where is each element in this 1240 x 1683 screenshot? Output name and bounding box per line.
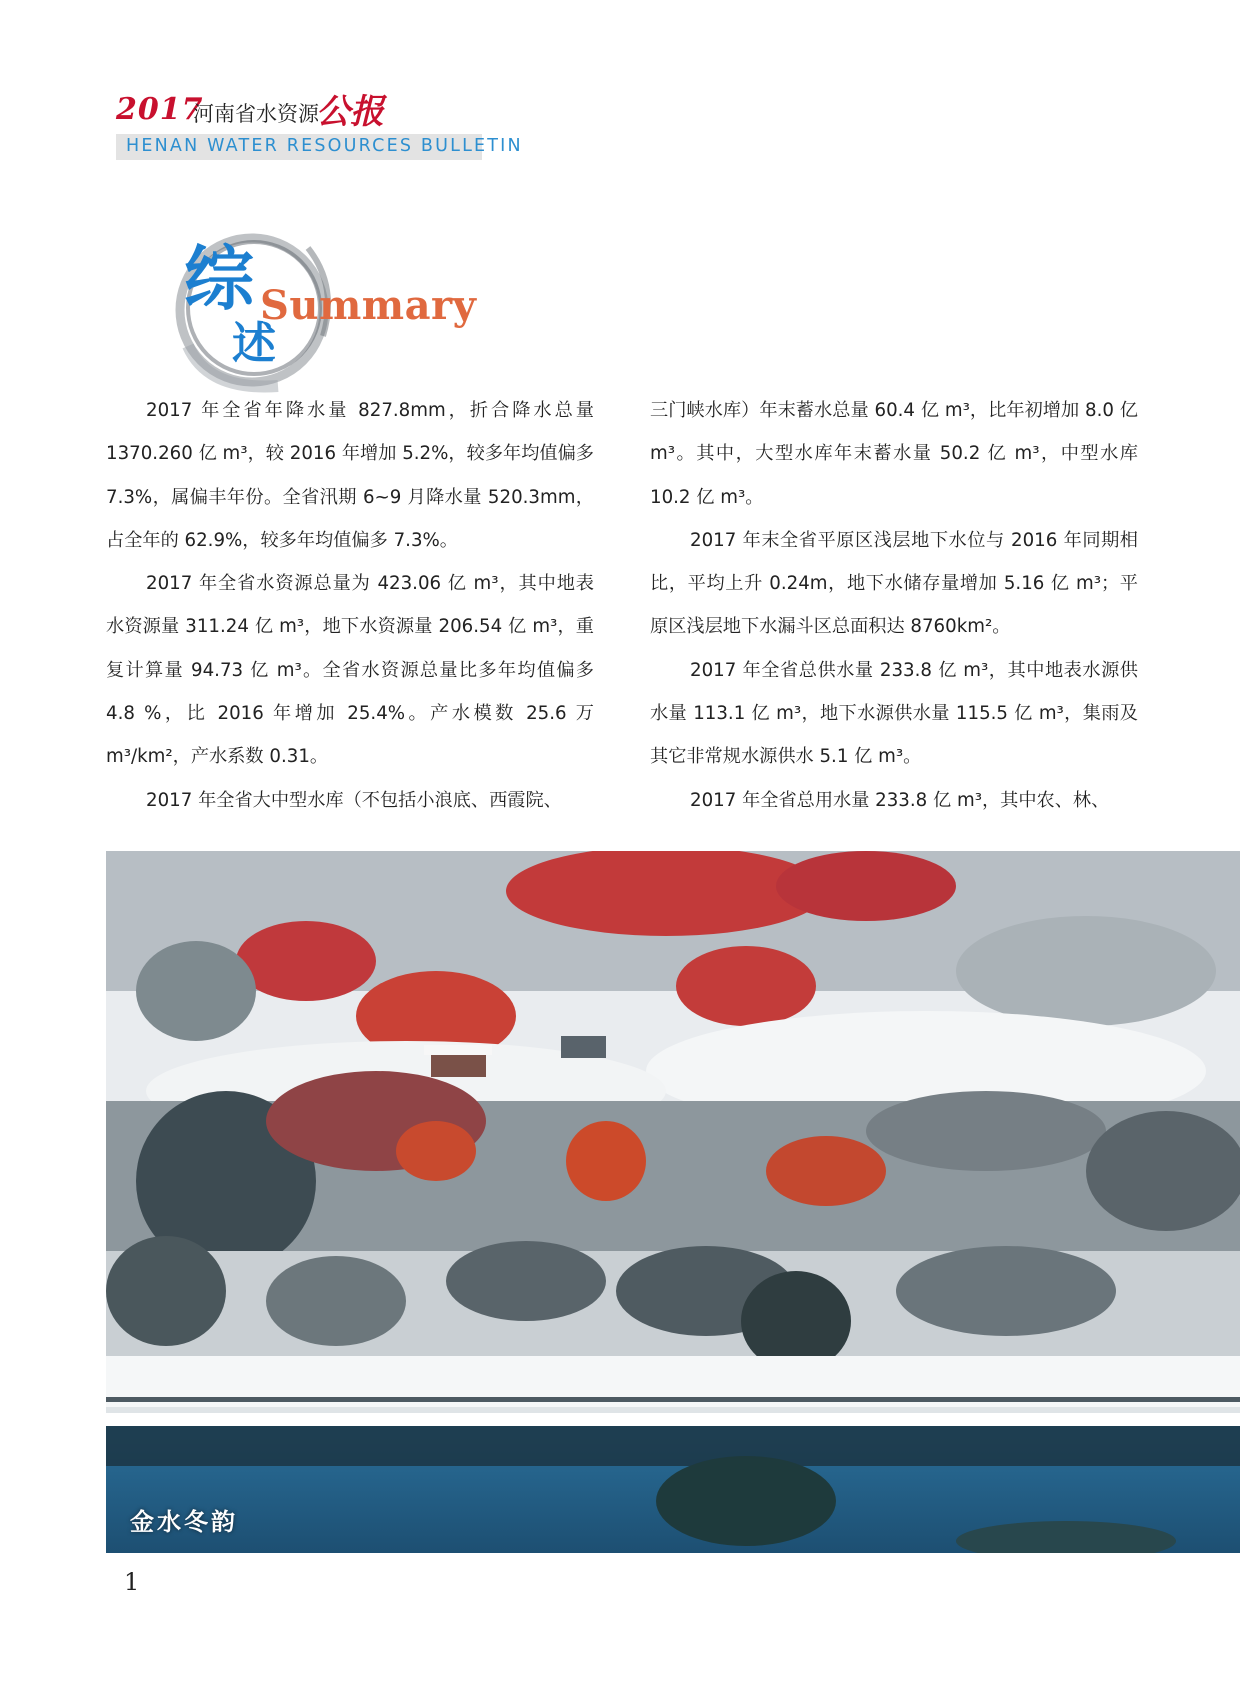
left-column — [106, 389, 594, 822]
right-column — [650, 389, 1138, 822]
paragraph-water-resources: 2017 年全省水资源总量为 423.06 亿 m³，其中地表水资源量 311.24 亿 m³，地下水资源量 206.54 亿 m³，重复计算量 94.73 亿 m³。全省水资源总量比多年均值偏多 4.8 %，比 2016 年增加 25.4%。产水模数 25.6 万 m³/km²，产水系数 0.31。 — [106, 573, 594, 768]
photo-caption: 金水冬韵 — [130, 1507, 238, 1536]
masthead-year: 2017 — [116, 92, 204, 127]
masthead-stamp: 公报 — [316, 92, 384, 132]
section-heading — [168, 226, 488, 396]
snowy-park-photo — [106, 851, 1240, 1553]
page-number: 1 — [124, 1568, 140, 1596]
paragraph-groundwater: 2017 年末全省平原区浅层地下水位与 2016 年同期相比，平均上升 0.24m，地下水储存量增加 5.16 亿 m³；平原区浅层地下水漏斗区总面积达 8760km²。 — [650, 529, 1138, 638]
heading-english: Summary — [260, 282, 477, 329]
paragraph-reservoirs-start: 2017 年全省大中型水库（不包括小浪底、西霞院、 — [146, 789, 562, 811]
paragraph-precipitation: 2017 年全省年降水量 827.8mm，折合降水总量 1370.260 亿 m³，较 2016 年增加 5.2%，较多年均值偏多 7.3%，属偏丰年份。全省汛期 6~9 月降水量 520.3mm，占全年的 62.9%，较多年均值偏多 7.3%。 — [106, 400, 594, 551]
heading-char-zong: 综 — [184, 237, 254, 320]
masthead-title: 河南省水资源 — [193, 102, 319, 126]
paragraph-water-use-start: 2017 年全省总用水量 233.8 亿 m³，其中农、林、 — [690, 789, 1110, 811]
heading-char-shu: 述 — [232, 318, 276, 369]
masthead-english: HENAN WATER RESOURCES BULLETIN — [126, 136, 523, 156]
paragraph-water-supply: 2017 年全省总供水量 233.8 亿 m³，其中地表水源供水量 113.1 亿 m³，地下水源供水量 115.5 亿 m³，集雨及其它非常规水源供水 5.1 亿 m³。 — [650, 659, 1138, 768]
paragraph-reservoirs-cont: 三门峡水库）年末蓄水总量 60.4 亿 m³，比年初增加 8.0 亿 m³。其中，大型水库年末蓄水量 50.2 亿 m³，中型水库 10.2 亿 m³。 — [650, 400, 1138, 508]
